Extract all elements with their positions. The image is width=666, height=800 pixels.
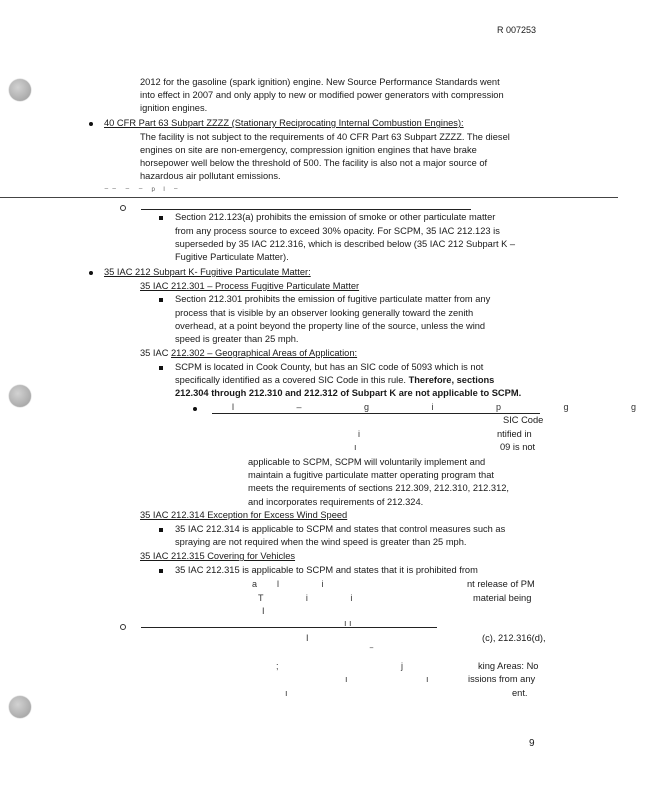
s302-line-bold: Therefore, sections [408, 375, 495, 385]
punch-hole-middle [9, 385, 31, 407]
s301-line: overhead, at a point beyond the property line of the source, unless the wind [175, 321, 486, 331]
scan-artifact-fragment: ⁻⁻ ⁻ ⁻ ᵖ ˡ ⁻ [104, 185, 182, 195]
s123-line: from any process source to exceed 30% opacity. For SCPM, 35 IAC 212.123 is [175, 226, 500, 236]
bates-number: R 007253 [497, 25, 537, 35]
punch-hole-top [9, 79, 31, 101]
s315-partial: material being [473, 593, 532, 603]
s301-line: Section 212.301 prohibits the emission of fugitive particulate matter from any [175, 294, 491, 304]
s315-partial: nt release of PM [467, 579, 535, 589]
s302-line-text: specifically identified as a covered SIC Code in this rule. [175, 375, 409, 385]
bullet-dot [89, 271, 93, 275]
scan-artifact-fragment: i [358, 429, 360, 439]
bullet-square [159, 216, 163, 220]
bullet-square [159, 569, 163, 573]
s315-line: 35 IAC 212.315 is applicable to SCPM and states that it is prohibited from [175, 565, 478, 575]
page-number: 9 [529, 738, 535, 749]
obscured-heading-rule [141, 627, 437, 628]
s302-tail-line: meets the requirements of sections 212.309, 212.310, 212.312, [248, 483, 510, 493]
s302-tail-line: maintain a fugitive particulate matter operating program that [248, 470, 494, 480]
s123-line: Fugitive Particulate Matter). [175, 252, 289, 262]
zzzz-line: The facility is not subject to the requirements of 40 CFR Part 63 Subpart ZZZZ. The diesel [140, 132, 510, 142]
s123-line: superseded by 35 IAC 212.316, which is described below (35 IAC 212 Subpart K – [175, 239, 516, 249]
scan-artifact-fragment: I [262, 606, 265, 616]
bullet-dot [89, 122, 93, 126]
bullet-square [159, 298, 163, 302]
s314-line: 35 IAC 212.314 is applicable to SCPM and states that control measures such as [175, 524, 506, 534]
scan-artifact-fragment: ı [354, 442, 357, 452]
zzzz-line: hazardous air pollutant emissions. [140, 171, 281, 181]
scan-artifact-fragment: ı ı [345, 674, 467, 684]
s302-line: SCPM is located in Cook County, but has an SIC code of 5093 which is not [175, 362, 484, 372]
scan-artifact-fragment: al i [252, 579, 344, 589]
s302-bold-line: 212.304 through 212.310 and 212.312 of Subpart K are not applicable to SCPM. [175, 388, 522, 398]
intro-line: into effect in 2007 and only apply to new or modified power generators with compression [140, 90, 504, 100]
s316-partial: issions from any [468, 674, 536, 684]
s314-heading: 35 IAC 212.314 Exception for Excess Wind Speed [140, 510, 348, 520]
intro-line: ignition engines. [140, 103, 208, 113]
intro-line: 2012 for the gasoline (spark ignition) engine. New Source Performance Standards went [140, 77, 500, 87]
scan-artifact-fragment: T i i [258, 593, 373, 603]
page-fold-line [0, 197, 618, 198]
bullet-dot [193, 407, 197, 411]
zzzz-line: horsepower well below the threshold of 500. The facility is also not a major source of [140, 158, 488, 168]
s302-heading [140, 347, 357, 361]
s123-line: Section 212.123(a) prohibits the emission of smoke or other particulate matter [175, 212, 496, 222]
sub-bullet-circle [120, 205, 126, 211]
s316-partial: (c), 212.316(d), [482, 633, 546, 643]
zzzz-heading: 40 CFR Part 63 Subpart ZZZZ (Stationary Reciprocating Internal Combustion Engines): [104, 118, 464, 128]
sub-bullet-circle [120, 624, 126, 630]
obscured-underline [212, 413, 540, 414]
s302-tail-line: and incorporates requirements of 212.324. [248, 497, 424, 507]
s316-partial: king Areas: No [478, 661, 539, 671]
s302-heading-prefix: 35 IAC [140, 348, 172, 358]
s302-tail-line: applicable to SCPM, SCPM will voluntarily implement and [248, 457, 486, 467]
scan-artifact-fragment: ı [285, 688, 288, 698]
punch-hole-bottom [9, 696, 31, 718]
scan-artifact-fragment: ‾ [370, 647, 373, 657]
s302-line [175, 374, 494, 388]
scan-artifact-fragment: ; j [276, 661, 464, 671]
scan-artifact-fragment: I [306, 633, 309, 643]
scan-artifact-fragment: ı ı [344, 618, 352, 628]
subpart-k-heading: 35 IAC 212 Subpart K- Fugitive Particulate Matter: [104, 267, 311, 277]
s316-partial: ent. [512, 688, 528, 698]
s314-line: spraying are not required when the wind speed is greater than 25 mph. [175, 537, 467, 547]
s301-heading: 35 IAC 212.301 – Process Fugitive Particulate Matter [140, 281, 360, 291]
zzzz-line: engines on site are non-emergency, compression ignition engines that have brake [140, 145, 477, 155]
s301-line: speed is greater than 25 mph. [175, 334, 299, 344]
s315-heading: 35 IAC 212.315 Covering for Vehicles [140, 551, 296, 561]
s302-heading-text: 212.302 – Geographical Areas of Application: [171, 348, 358, 358]
bullet-square [159, 366, 163, 370]
s302-partial: SIC Code [503, 415, 544, 425]
s301-line: process that is visible by an observer looking generally toward the zenith [175, 308, 474, 318]
scan-artifact-fragment: l – g i p g g [232, 402, 666, 412]
obscured-heading-rule [141, 209, 471, 210]
s302-partial: ntified in [497, 429, 532, 439]
s302-partial: 09 is not [500, 442, 536, 452]
bullet-square [159, 528, 163, 532]
